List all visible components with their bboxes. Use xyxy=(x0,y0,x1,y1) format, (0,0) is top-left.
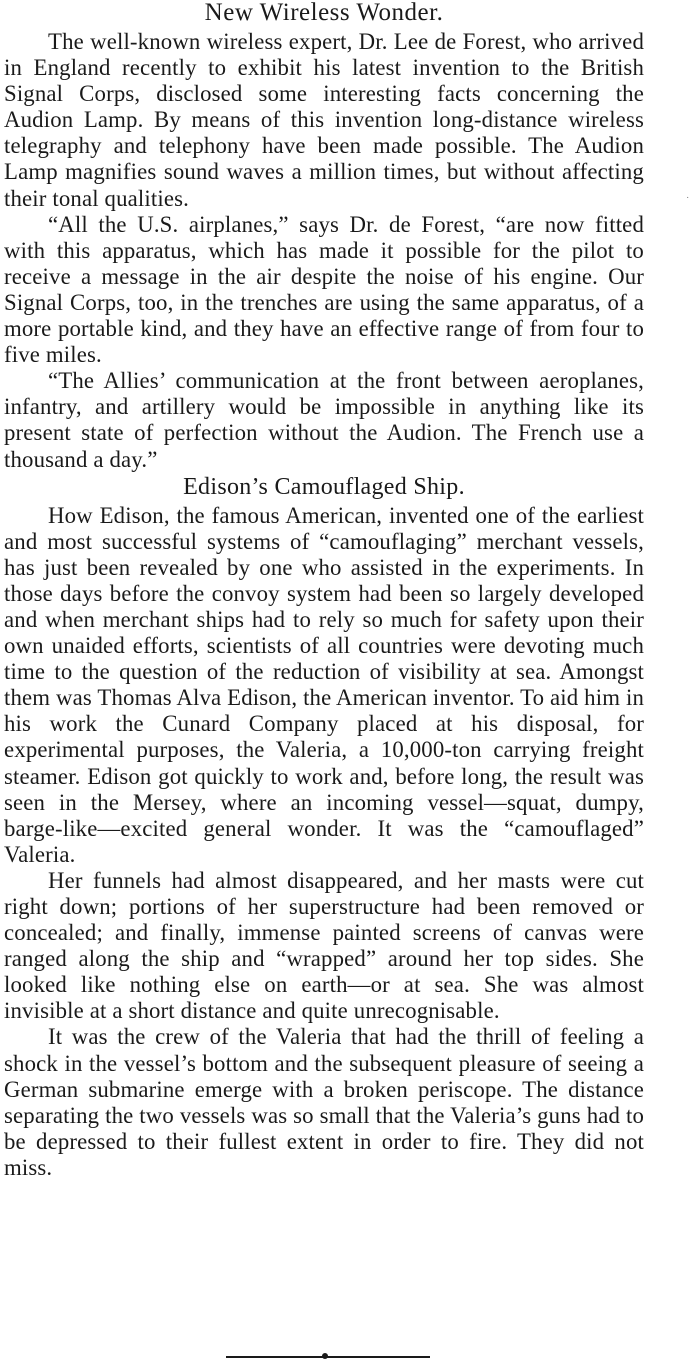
headline-camouflaged-ship: Edison’s Camouflaged Ship. xyxy=(183,473,465,500)
end-rule-divider xyxy=(226,1356,430,1358)
paragraph-edison-3: It was the crew of the Valeria that had the thrill of feeling a shock in the vessel’s bottom and the subsequent pleasure of seeing a German submarine emerge with a broken periscope. The distance separating the two vessels was so small that the Valeria’s guns had to be depressed to their fullest extent in order to fire. They did not miss. xyxy=(4,1024,644,1180)
paragraph-wireless-1: The well-known wireless expert, Dr. Lee de Forest, who arrived in England recently to exhibit his latest invention to the British Signal Corps, disclosed some interesting facts concerning the Audion Lamp. By means of this invention long-distance wireless telegraphy and telephony have been made possible. The Audion Lamp magnifies sound waves a million times, but without affecting their tonal qualities. xyxy=(4,29,644,211)
paragraph-edison-1: How Edison, the famous American, invented one of the earliest and most successful systems of “camouflaging” merchant vessels, has just been revealed by one who assisted in the experiments. In those days before the convoy system had been so largely developed and when merchant ships had to rely so much for safety upon their own unaided efforts, scientists of all countries were devoting much time to the question of the reduction of visibility at sea. Amongst them was Thomas Alva Edison, the American inventor. To aid him in his work the Cunard Company placed at his disposal, for experimental purposes, the Valeria, a 10,000-ton carrying freight steamer. Edison got quickly to work and, before long, the result was seen in the Mersey, where an incoming vessel—squat, dumpy, barge-like—excited general wonder. It was the “camouflaged” Valeria. xyxy=(4,502,644,867)
headline-wireless-wonder: New Wireless Wonder. xyxy=(204,0,444,26)
paragraph-wireless-3: “The Allies’ communication at the front between aeroplanes, infantry, and artillery would be impossible in anything like its present state of perfection without the Audion. The French use a thousand a day.” xyxy=(4,368,644,472)
margin-speck: ˙ xyxy=(686,196,690,207)
paragraph-wireless-2: “All the U.S. airplanes,” says Dr. de Forest, “are now fitted with this apparatus, which has made it possible for the pilot to receive a message in the air despite the noise of his engine. Our Signal Corps, too, in the trenches are using the same apparatus, of a more portable kind, and they have an effective range of from four to five miles. xyxy=(4,211,644,368)
paragraph-edison-2: Her funnels had almost disappeared, and her masts were cut right down; portions of her superstructure had been removed or concealed; and finally, immense painted screens of canvas were ranged along the ship and “wrapped” around her top sides. She looked like nothing else on earth—or at sea. She was almost invisible at a short distance and quite unrecognisable. xyxy=(4,867,644,1024)
end-rule-ornament xyxy=(322,1353,328,1359)
article-wireless-wonder xyxy=(4,0,644,1181)
